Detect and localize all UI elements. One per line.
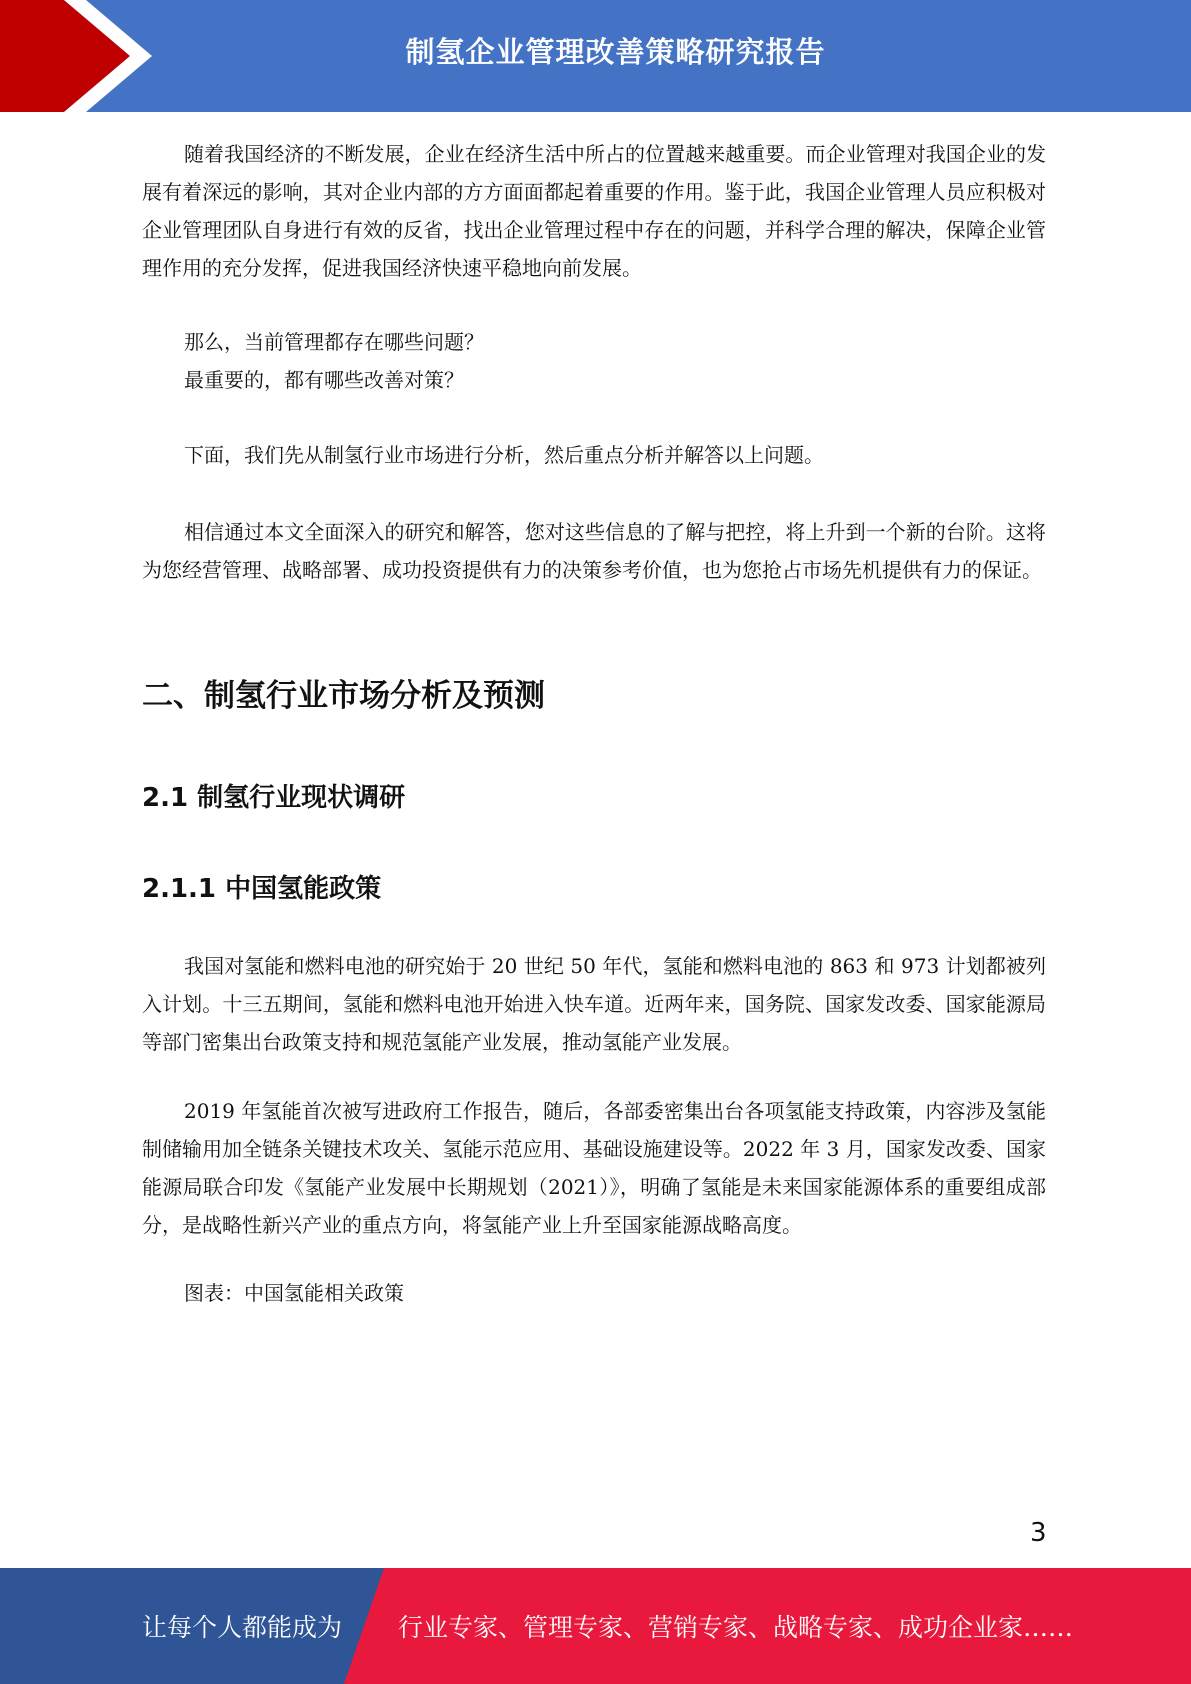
intro-question-1: 那么，当前管理都存在哪些问题？ xyxy=(184,330,484,354)
page-footer xyxy=(0,1568,1191,1684)
figure-caption: 图表：中国氢能相关政策 xyxy=(184,1281,404,1305)
footer-slogan-right: 行业专家、管理专家、营销专家、战略专家、成功企业家…… xyxy=(398,1613,1074,1642)
intro-paragraph-1: 随着我国经济的不断发展，企业在经济生活中所占的位置越来越重要。而企业管理对我国企业的发展有着深远的影响，其对企业内部的方方面面都起着重要的作用。鉴于此，我国企业管理人员应积极对企业管理团队自身进行有效的反省，找出企业管理过程中存在的问题，并科学合理的解决，保障企业管理作用的充分发挥，促进我国经济快速平稳地向前发展。 xyxy=(142,142,1046,280)
footer-slogan-left: 让每个人都能成为 xyxy=(142,1613,343,1642)
policy-paragraph-2: 2019 年氢能首次被写进政府工作报告，随后，各部委密集出台各项氢能支持政策，内容涉及氢能制储输用加全链条关键技术攻关、氢能示范应用、基础设施建设等。2022 年 3 月，国家发改委、国家能源局联合印发《氢能产业发展中长期规划（2021）》，明确了氢能是未来国家能源体系的重要组成部分，是战略性新兴产业的重点方向，将氢能产业上升至国家能源战略高度。 xyxy=(142,1099,1046,1237)
section-heading: 二、制氢行业市场分析及预测 xyxy=(142,678,545,714)
sub-subsection-heading: 2.1.1 中国氢能政策 xyxy=(142,874,382,904)
intro-question-2: 最重要的，都有哪些改善对策？ xyxy=(184,368,464,392)
page-header xyxy=(0,0,1191,112)
policy-paragraph-1: 我国对氢能和燃料电池的研究始于 20 世纪 50 年代，氢能和燃料电池的 863 和 973 计划都被列入计划。十三五期间，氢能和燃料电池开始进入快车道。近两年来，国务院、国家发改委、国家能源局等部门密集出台政策支持和规范氢能产业发展，推动氢能产业发展。 xyxy=(142,954,1046,1054)
intro-paragraph-2: 下面，我们先从制氢行业市场进行分析，然后重点分析并解答以上问题。 xyxy=(184,443,824,467)
subsection-heading: 2.1 制氢行业现状调研 xyxy=(142,783,406,813)
page-number: 3 xyxy=(1030,1518,1047,1548)
report-title: 制氢企业管理改善策略研究报告 xyxy=(405,35,826,69)
intro-paragraph-3: 相信通过本文全面深入的研究和解答，您对这些信息的了解与把控，将上升到一个新的台阶。这将为您经营管理、战略部署、成功投资提供有力的决策参考价值，也为您抢占市场先机提供有力的保证。 xyxy=(142,520,1046,582)
